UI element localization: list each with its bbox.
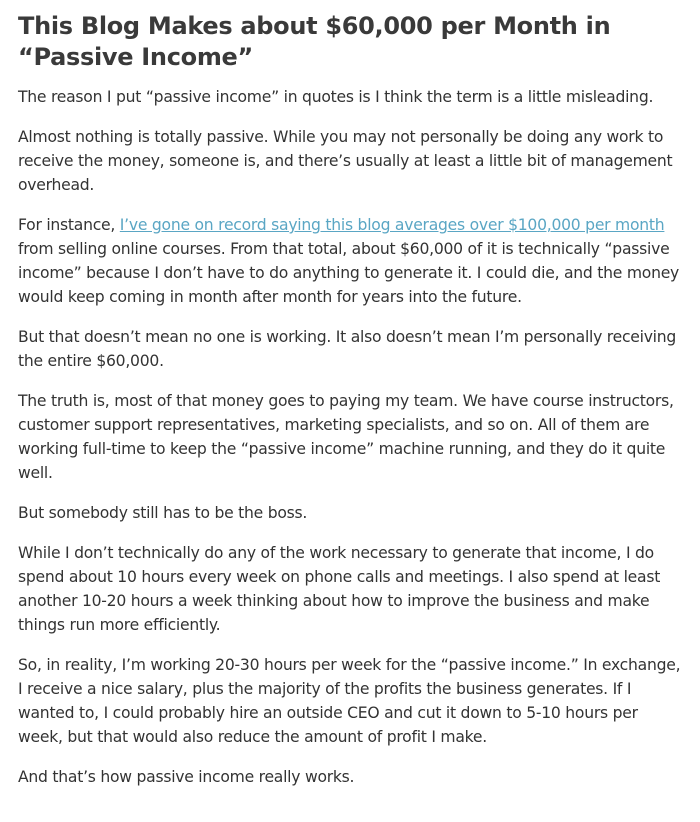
- paragraph: The reason I put “passive income” in quotes is I think the term is a little misleading.: [18, 88, 654, 106]
- paragraph: While I don’t technically do any of the work necessary to generate that income, I do spend about 10 hours every week on phone calls and meetings. I also spend at least another 10-20 hours a week thinking about how to improve the business and make things run more efficiently.: [18, 544, 661, 634]
- record-earnings-link[interactable]: I’ve gone on record saying this blog averages over $100,000 per month: [119, 216, 665, 234]
- paragraph: And that’s how passive income really works.: [18, 768, 355, 786]
- paragraph: So, in reality, I’m working 20-30 hours per week for the “passive income.” In exchange, I receive a nice salary, plus the majority of the profits the business generates. If I wanted to, I could probably hire an outside CEO and cut it down to 5-10 hours per week, but that would also reduce the amount of profit I make.: [18, 656, 681, 746]
- paragraph-text: For instance,: [18, 216, 120, 234]
- paragraph: But somebody still has to be the boss.: [18, 504, 308, 522]
- paragraph-text: from selling online courses. From that total, about $60,000 of it is technically “passive income” because I don’t have to do anything to generate it. I could die, and the money would keep coming in month after month for years into the future.: [18, 240, 680, 306]
- paragraph: Almost nothing is totally passive. While you may not personally be doing any work to receive the money, someone is, and there’s usually at least a little bit of management overhead.: [18, 128, 673, 194]
- paragraph: The truth is, most of that money goes to paying my team. We have course instructors, customer support representatives, marketing specialists, and so on. All of them are working full-time to keep the “passive income” machine running, and they do it quite well.: [18, 392, 674, 482]
- paragraph-with-link: [18, 213, 682, 309]
- article-title: This Blog Makes about $60,000 per Month in “Passive Income”: [18, 12, 611, 71]
- paragraph: But that doesn’t mean no one is working. It also doesn’t mean I’m personally receiving the entire $60,000.: [18, 328, 677, 370]
